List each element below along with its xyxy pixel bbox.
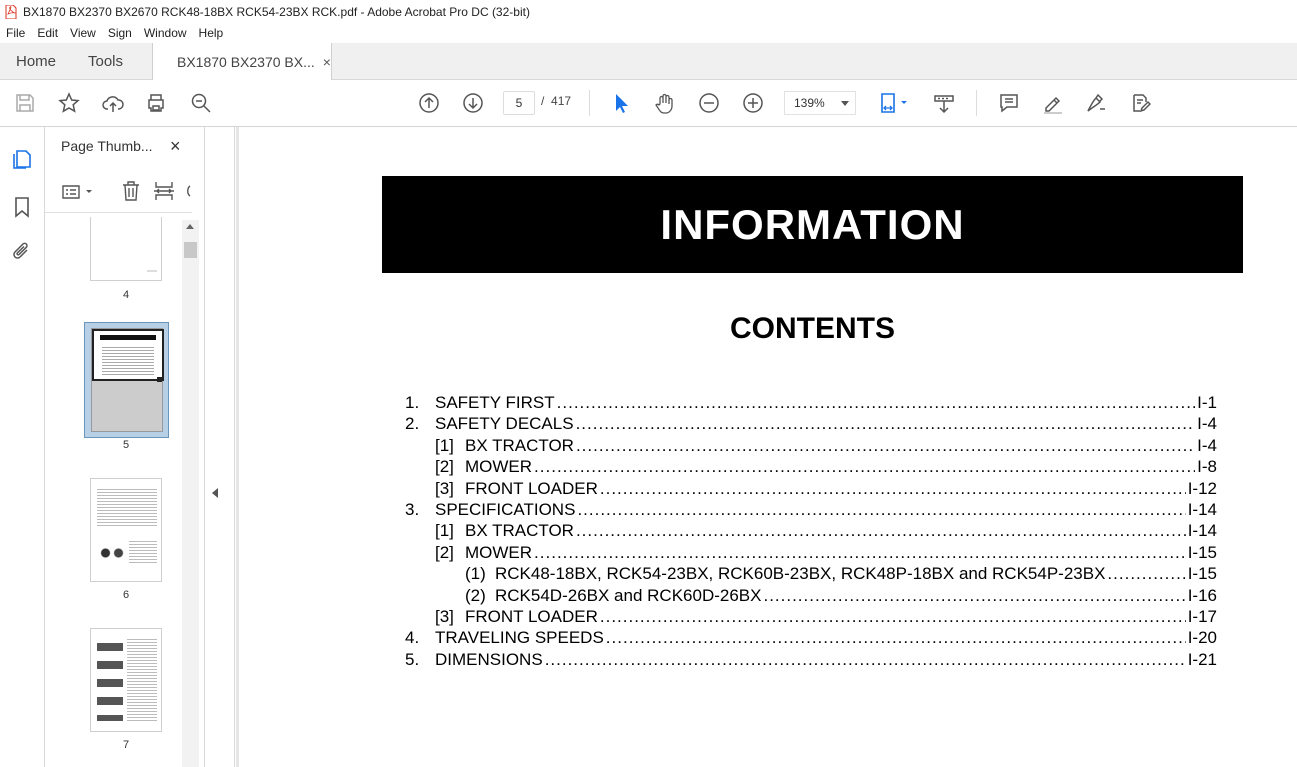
thumbnail-text-lines xyxy=(129,539,157,563)
toc-entry-number: [2] xyxy=(435,542,454,562)
toc-entry-page: I-16 xyxy=(1187,585,1217,605)
toc-leader-dots xyxy=(600,479,1186,499)
tab-document-label: BX1870 BX2370 BX... xyxy=(177,54,315,70)
toc-entry[interactable] xyxy=(405,564,1217,585)
toc-entry-number: (1) xyxy=(465,564,486,584)
thumbnail-scrollbar[interactable] xyxy=(182,220,199,767)
document-view[interactable] xyxy=(236,127,1297,767)
toc-leader-dots xyxy=(763,586,1185,606)
tab-document[interactable] xyxy=(152,43,332,81)
toc-entry-number: [1] xyxy=(435,435,454,455)
menu-file[interactable]: File xyxy=(6,26,26,40)
toc-entry[interactable] xyxy=(405,628,1217,649)
toc-entry[interactable] xyxy=(405,521,1217,542)
pdf-file-icon xyxy=(5,5,17,19)
collapse-left-icon[interactable] xyxy=(212,488,218,498)
toc-entry-label: SAFETY DECALS xyxy=(435,414,574,434)
thumbnail-banner xyxy=(100,335,156,340)
toc-entry-number: 4. xyxy=(405,628,420,648)
toc-leader-dots xyxy=(557,393,1196,413)
toc-entry-label: SPECIFICATIONS xyxy=(435,499,576,519)
page-count xyxy=(541,94,571,108)
zoom-level-value: 139% xyxy=(794,96,825,110)
tab-home[interactable]: Home xyxy=(16,53,57,70)
search-icon[interactable] xyxy=(188,90,214,116)
toc-leader-dots xyxy=(1107,564,1185,584)
toc-entry-page: I-1 xyxy=(1197,393,1217,412)
toc-entry-label: TRAVELING SPEEDS xyxy=(435,628,604,648)
toc-entry-page: I-4 xyxy=(1197,435,1217,455)
viewport-indicator xyxy=(92,329,164,381)
zoom-out-icon[interactable] xyxy=(696,90,722,116)
thumbnail-toolbar xyxy=(45,175,192,213)
contents-heading: CONTENTS xyxy=(730,312,895,345)
toc-leader-dots xyxy=(606,628,1186,648)
page-thumbnail[interactable] xyxy=(90,628,162,732)
toc-entry[interactable] xyxy=(405,479,1217,500)
toc-entry-label: SAFETY FIRST xyxy=(435,393,555,412)
rotate-icon[interactable] xyxy=(185,180,193,202)
toc-entry-label: RCK54D-26BX and RCK60D-26BX xyxy=(495,585,762,605)
extract-pages-icon[interactable] xyxy=(153,180,175,202)
section-banner: INFORMATION xyxy=(382,176,1243,273)
table-of-contents xyxy=(405,393,1217,671)
toc-entry-page: I-15 xyxy=(1187,564,1217,584)
tab-bar xyxy=(0,43,1297,80)
page-total: 417 xyxy=(551,94,572,108)
zoom-in-icon[interactable] xyxy=(740,90,766,116)
panel-collapse-gutter[interactable] xyxy=(205,127,235,767)
edit-pdf-icon[interactable] xyxy=(1127,90,1153,116)
thumbnail-page-number: 7 xyxy=(122,739,130,751)
scrolling-mode-icon[interactable] xyxy=(931,90,957,116)
hand-tool-icon[interactable] xyxy=(652,90,678,116)
toc-entry-number: [3] xyxy=(435,606,454,626)
select-cursor-icon[interactable] xyxy=(608,90,634,116)
toc-entry-label: RCK48-18BX, RCK54-23BX, RCK60B-23BX, RCK48P-18BX and RCK54P-23BX xyxy=(495,564,1106,584)
toolbar xyxy=(0,80,1297,127)
toc-entry-page: I-14 xyxy=(1187,521,1217,541)
menu-bar xyxy=(0,23,1297,43)
thumbnail-list xyxy=(45,217,185,767)
toc-leader-dots xyxy=(534,457,1195,477)
print-icon[interactable] xyxy=(143,90,169,116)
toc-entry-page: I-4 xyxy=(1197,414,1217,434)
trash-icon[interactable] xyxy=(120,180,142,202)
attachment-icon[interactable] xyxy=(10,240,34,264)
cloud-upload-icon[interactable] xyxy=(100,90,126,116)
toc-entry-label: FRONT LOADER xyxy=(465,606,598,626)
menu-window[interactable]: Window xyxy=(143,26,187,40)
toc-entry[interactable] xyxy=(405,457,1217,478)
title-bar xyxy=(0,0,1297,23)
fit-page-icon[interactable] xyxy=(876,90,912,116)
thumbnail-page-number: 5 xyxy=(122,439,130,451)
toc-entry-number: [1] xyxy=(435,521,454,541)
thumbnail-footer xyxy=(147,270,157,272)
thumbnail-text-lines xyxy=(97,487,157,527)
toolbar-divider xyxy=(589,90,590,116)
menu-view[interactable]: View xyxy=(70,26,96,40)
selected-thumbnail-frame[interactable] xyxy=(84,322,169,438)
toc-entry-number: 1. xyxy=(405,393,420,412)
highlight-pen-icon[interactable] xyxy=(1040,90,1066,116)
left-navigation-rail xyxy=(0,127,45,767)
menu-help[interactable]: Help xyxy=(198,26,224,40)
toc-entry-page: I-21 xyxy=(1187,649,1217,669)
star-icon[interactable] xyxy=(56,90,82,116)
toc-entry-number: (2) xyxy=(465,585,486,605)
page-thumbnail[interactable] xyxy=(90,217,162,281)
close-tab-icon[interactable]: × xyxy=(322,54,331,70)
toc-entry[interactable] xyxy=(405,414,1217,435)
toc-entry-label: FRONT LOADER xyxy=(465,478,598,498)
close-panel-icon[interactable]: × xyxy=(170,136,181,156)
toc-entry-label: BX TRACTOR xyxy=(465,435,574,455)
toc-entry[interactable] xyxy=(405,436,1217,457)
toc-leader-dots xyxy=(576,436,1195,456)
zoom-level-select[interactable] xyxy=(784,91,856,115)
page-thumbnails-panel xyxy=(45,127,205,767)
scroll-up-icon[interactable] xyxy=(186,224,194,229)
page-number-input[interactable]: 5 xyxy=(503,91,535,115)
bookmark-icon[interactable] xyxy=(10,195,34,219)
thumbnail-text-lines xyxy=(127,637,157,721)
toc-entry-label: DIMENSIONS xyxy=(435,649,543,669)
toc-entry[interactable] xyxy=(405,650,1217,671)
save-icon[interactable] xyxy=(12,90,38,116)
sign-pen-icon[interactable] xyxy=(1083,90,1109,116)
thumbnail-page-number: 4 xyxy=(122,289,130,301)
toc-entry-number: [2] xyxy=(435,457,454,477)
thumbnail-safety-symbols xyxy=(99,545,125,561)
toc-entry-label: BX TRACTOR xyxy=(465,521,574,541)
toc-entry-page: I-14 xyxy=(1187,499,1217,519)
toc-entry[interactable] xyxy=(405,543,1217,564)
toc-entry-label: MOWER xyxy=(465,457,533,477)
toolbar-divider xyxy=(976,90,977,116)
window-title: BX1870 BX2370 BX2670 RCK48-18BX RCK54-23BX RCK.pdf - Adobe Acrobat Pro DC (32-bit) xyxy=(23,4,530,19)
toc-entry-number: [3] xyxy=(435,478,454,498)
menu-edit[interactable]: Edit xyxy=(37,26,59,40)
thumbnail-decal-images xyxy=(97,637,123,721)
resize-handle[interactable] xyxy=(157,377,162,382)
toc-entry-page: I-15 xyxy=(1187,542,1217,562)
toc-leader-dots xyxy=(534,543,1186,563)
comment-icon[interactable] xyxy=(996,90,1022,116)
toc-leader-dots xyxy=(577,500,1185,520)
toc-leader-dots xyxy=(576,414,1196,434)
toc-entry-number: 2. xyxy=(405,414,420,434)
page-thumbnails-icon[interactable] xyxy=(10,147,34,171)
toc-entry[interactable] xyxy=(405,500,1217,521)
menu-sign[interactable]: Sign xyxy=(107,26,132,40)
tab-tools[interactable]: Tools xyxy=(88,53,124,70)
toc-entry-number: 3. xyxy=(405,499,420,519)
thumbnail-text-lines xyxy=(102,345,154,375)
page-thumbnail[interactable] xyxy=(90,478,162,582)
page-thumbnail xyxy=(91,328,163,432)
toc-entry-page: I-20 xyxy=(1187,628,1217,648)
toc-entry[interactable] xyxy=(405,607,1217,628)
toc-leader-dots xyxy=(600,607,1186,627)
toc-leader-dots xyxy=(545,650,1186,670)
page-separator: / xyxy=(541,94,545,108)
toc-entry[interactable] xyxy=(405,586,1217,607)
toc-entry[interactable] xyxy=(405,393,1217,414)
toc-entry-number: 5. xyxy=(405,649,420,669)
previous-page-icon[interactable] xyxy=(416,90,442,116)
thumbnail-page-number: 6 xyxy=(122,589,130,601)
toc-entry-page: I-17 xyxy=(1187,606,1217,626)
toc-entry-page: I-12 xyxy=(1187,478,1217,498)
toc-leader-dots xyxy=(576,521,1186,541)
toc-entry-label: MOWER xyxy=(465,542,533,562)
toc-entry-page: I-8 xyxy=(1197,457,1217,477)
chevron-down-icon xyxy=(841,101,849,106)
panel-title: Page Thumb... xyxy=(61,138,153,154)
next-page-icon[interactable] xyxy=(460,90,486,116)
options-menu-icon[interactable] xyxy=(61,181,97,203)
scrollbar-thumb[interactable] xyxy=(184,242,197,258)
